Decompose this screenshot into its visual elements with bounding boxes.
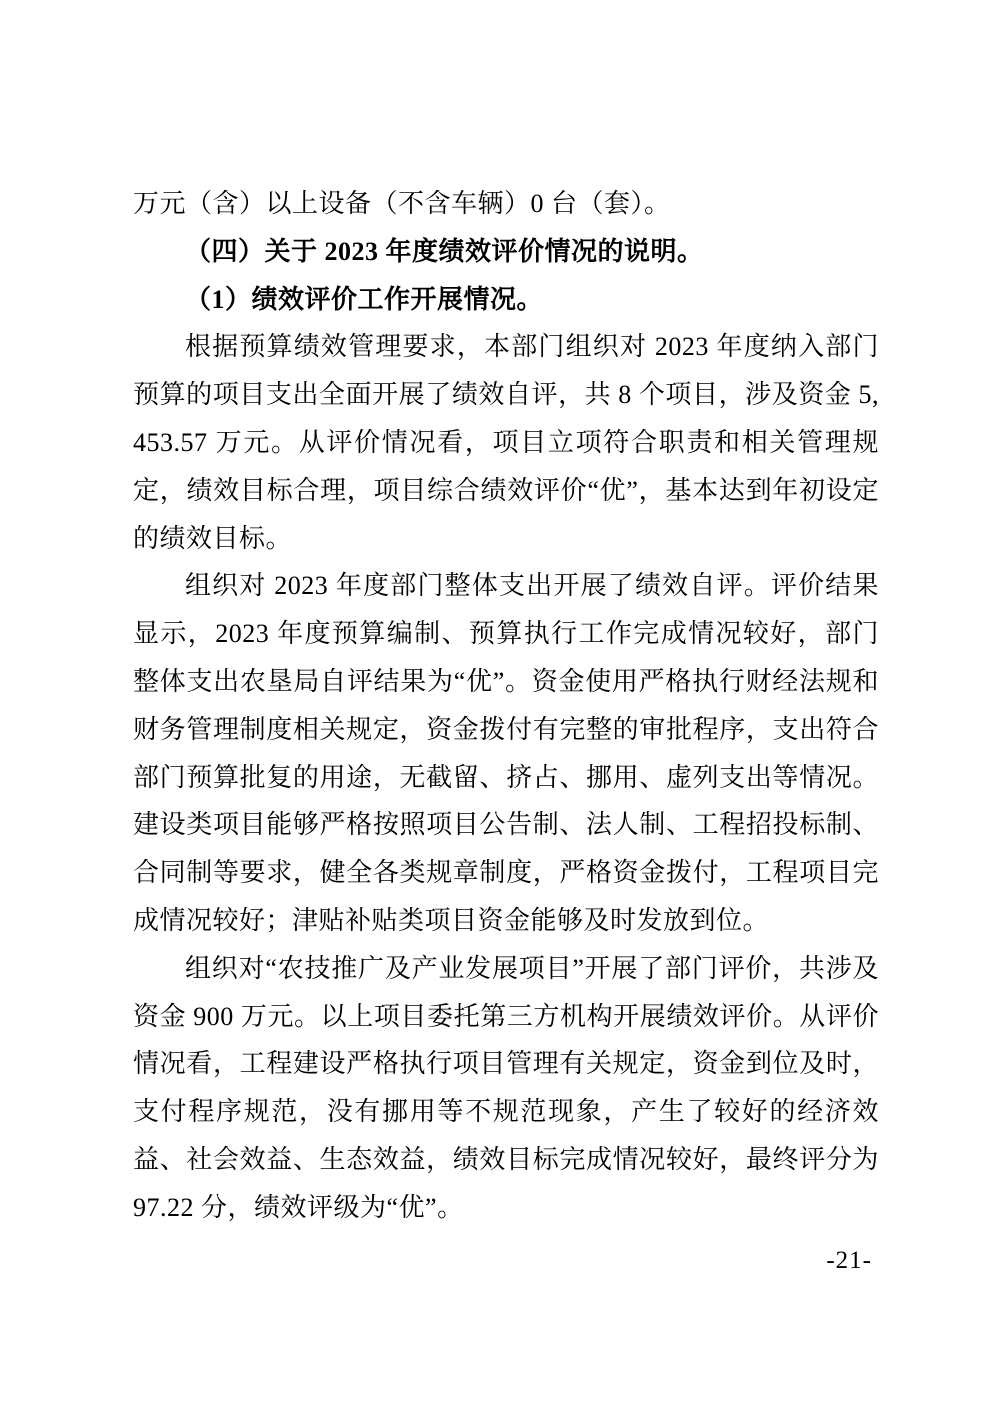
- paragraph-overall-expenditure-evaluation: 组织对 2023 年度部门整体支出开展了绩效自评。评价结果显示，2023 年度预算编制、预算执行工作完成情况较好，部门整体支出农垦局自评结果为“优”。资金使用严格执行财经法规和财务管理制度相关规定，资金拨付有完整的审批程序，支出符合部门预算批复的用途，无截留、挤占、挪用、虚列支出等情况。建设类项目能够严格按照项目公告制、法人制、工程招投标制、合同制等要求，健全各类规章制度，严格资金拨付，工程项目完成情况较好；津贴补贴类项目资金能够及时发放到位。: [133, 571, 879, 935]
- subsection-heading-evaluation-work: （1）绩效评价工作开展情况。: [185, 284, 544, 314]
- paragraph-project-self-evaluation: 根据预算绩效管理要求，本部门组织对 2023 年度纳入部门预算的项目支出全面开展了绩效自评，共 8 个项目，涉及资金 5,453.57 万元。从评价情况看，项目立项符合职责和相关管理规定，绩效目标合理，项目综合绩效评价“优”，基本达到年初设定的绩效目标。: [133, 332, 879, 553]
- document-content: [133, 180, 879, 1232]
- section-heading-performance-evaluation: （四）关于 2023 年度绩效评价情况的说明。: [185, 236, 704, 266]
- page-number: -21-: [826, 1247, 872, 1274]
- paragraph-equipment-continuation: 万元（含）以上设备（不含车辆）0 台（套）。: [133, 189, 671, 218]
- paragraph-department-evaluation: 组织对“农技推广及产业发展项目”开展了部门评价，共涉及资金 900 万元。以上项目委托第三方机构开展绩效评价。从评价情况看，工程建设严格执行项目管理有关规定，资金到位及时，支付程序规范，没有挪用等不规范现象，产生了较好的经济效益、社会效益、生态效益，绩效目标完成情况较好，最终评分为 97.22 分，绩效评级为“优”。: [133, 953, 879, 1222]
